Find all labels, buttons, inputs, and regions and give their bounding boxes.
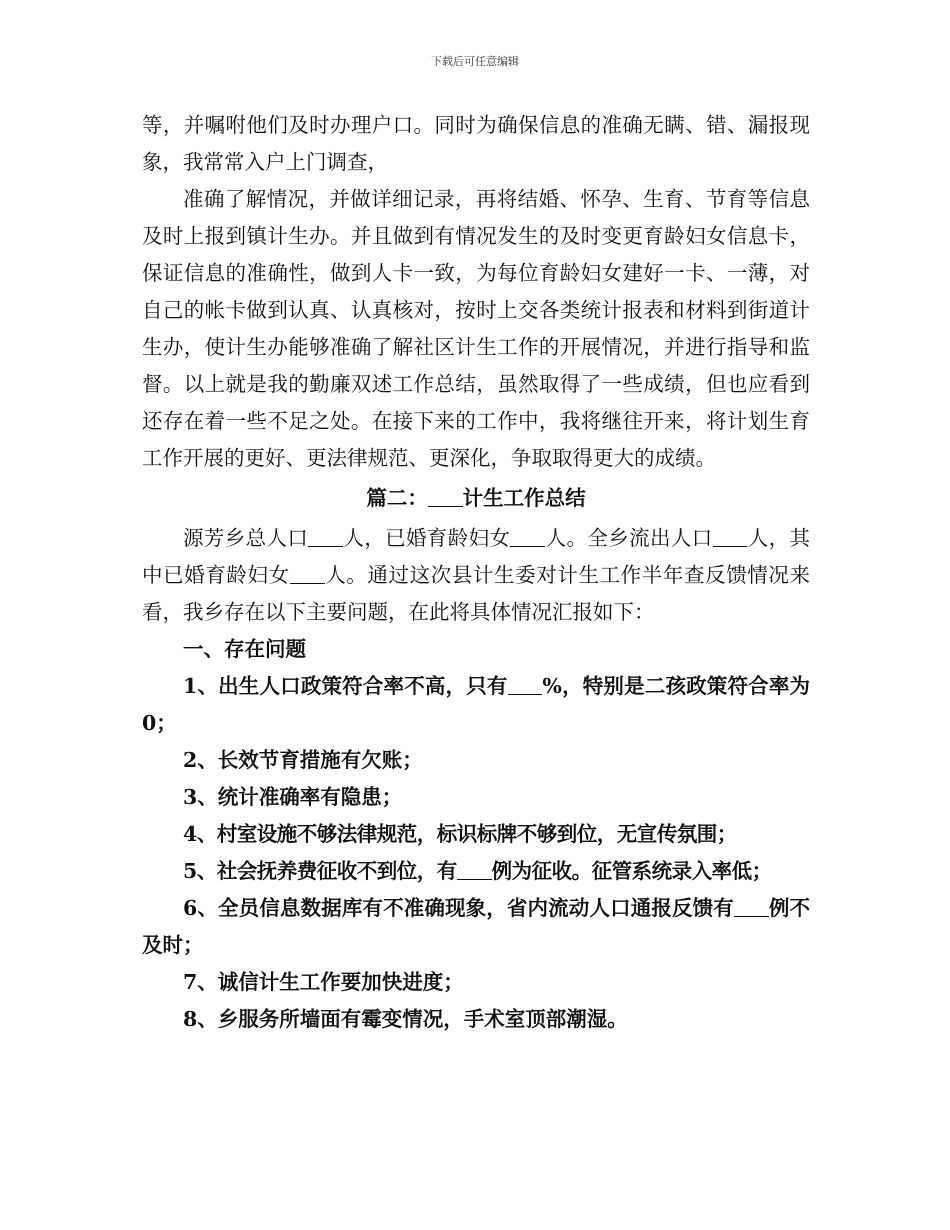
list-item-2: 2、长效节育措施有欠账；	[183, 748, 423, 772]
paragraph-population-intro	[142, 520, 810, 631]
list-item-3: 3、统计准确率有隐患；	[183, 785, 403, 809]
section-title	[142, 480, 810, 517]
blank-total-population	[308, 526, 343, 548]
intro-text-5: 人。通过这次县计生委对计生工作半年查反馈情况来看，我乡存在以下主要问题，在此将具体情况汇报如下：	[142, 563, 811, 624]
paragraph-work-details: 准确了解情况，并做详细记录，再将结婚、怀孕、生育、节育等信息及时上报到镇计生办。并且做到有情况发生的及时变更育龄妇女信息卡，保证信息的准确性，做到人卡一致，为每位育龄妇女建好一卡、一薄，对自己的帐卡做到认真、认真核对，按时上交各类统计报表和材料到街道计生办，使计生办能够准确了解社区计生工作的开展情况，并进行指导和监督。以上就是我的勤廉双述工作总结，虽然取得了一些成绩，但也应看到还存在着一些不足之处。在接下来的工作中，我将继往开来，将计划生育工作开展的更好、更法律规范、更深化，争取取得更大的成绩。	[142, 187, 810, 470]
title-blank	[428, 486, 463, 508]
intro-text-2: 人，已婚育龄妇女	[343, 526, 511, 550]
subsection-heading: 一、存在问题	[183, 637, 306, 661]
blank-uncollected-cases	[457, 859, 492, 881]
intro-text-3: 人。全乡流出人口	[545, 526, 713, 550]
list-item-7: 7、诚信计生工作要加快进度；	[183, 970, 464, 994]
blank-outflow-population	[713, 526, 748, 548]
blank-delayed-cases	[734, 896, 769, 918]
blank-birth-rate	[508, 674, 543, 696]
intro-text-4: 人，其中已婚育龄妇女	[142, 526, 811, 587]
page-header: 下载后可任意编辑	[431, 55, 519, 68]
list-item-8: 8、乡服务所墙面有霉变情况，手术室顶部潮湿。	[183, 1007, 628, 1031]
document-body	[142, 107, 810, 1038]
list-item-4: 4、村室设施不够法律规范，标识标牌不够到位，无宣传氛围；	[183, 822, 737, 846]
intro-text-1: 源芳乡总人口	[183, 526, 309, 550]
blank-married-women	[510, 526, 545, 548]
title-suffix: 计生工作总结	[462, 486, 586, 510]
paragraph-continuation: 等，并嘱咐他们及时办理户口。同时为确保信息的准确无瞒、错、漏报现象，我常常入户上门调查，	[142, 113, 810, 174]
title-prefix: 篇二：	[366, 486, 428, 510]
blank-outflow-married-women	[290, 563, 325, 585]
list-item-1: 1、出生人口政策符合率不高，只有 %，特别是二孩政策符合率为0；	[142, 674, 811, 735]
list-item-6: 6、全员信息数据库有不准确现象，省内流动人口通报反馈有 例不及时；	[142, 896, 811, 957]
list-item-5: 5、社会抚养费征收不到位，有 例为征收。征管系统录入率低；	[183, 859, 772, 883]
